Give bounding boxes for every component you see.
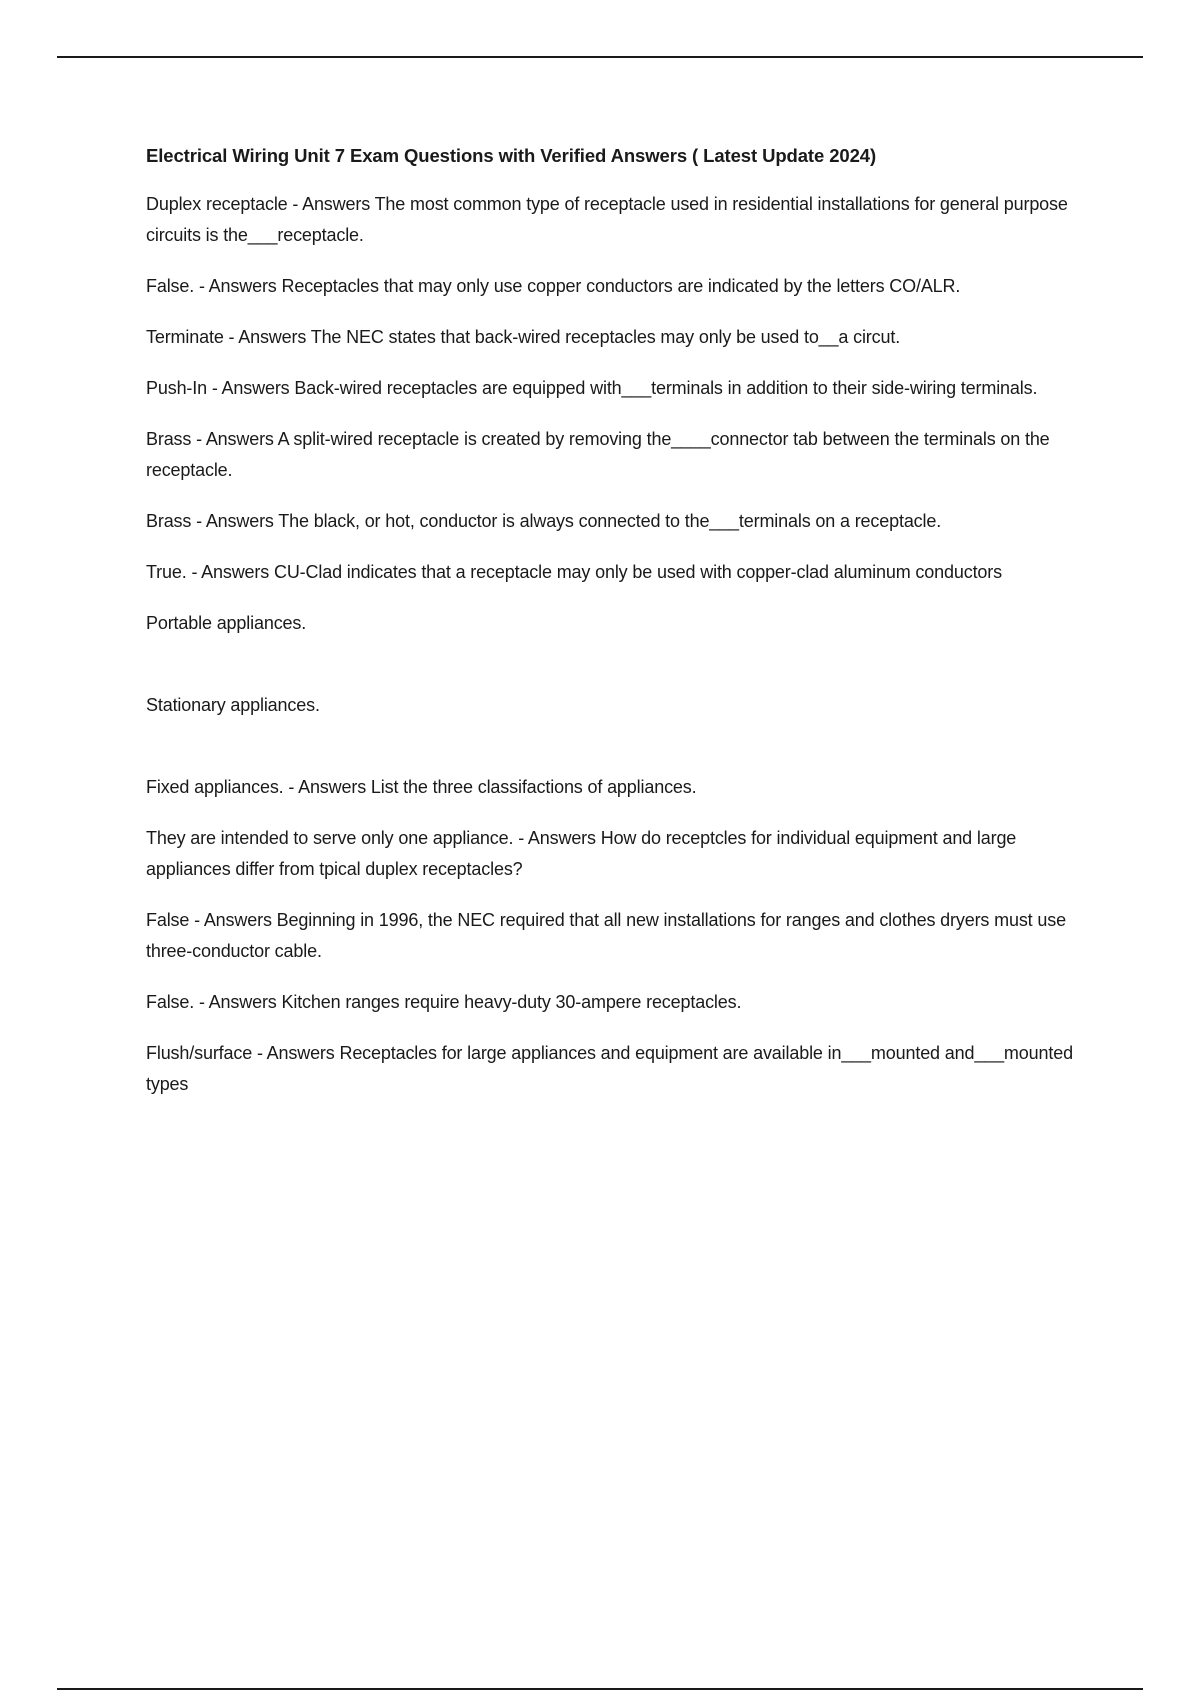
qa-entry-flush-surface: Flush/surface - Answers Receptacles for large appliances and equipment are available in___mounted and___mounted types <box>146 1043 1073 1094</box>
footer-rule <box>57 1688 1143 1690</box>
qa-entry-back-wired-terminate: Terminate - Answers The NEC states that back-wired receptacles may only be used to__a circut. <box>146 327 901 347</box>
qa-entry-push-in-terminals: Push-In - Answers Back-wired receptacles are equipped with___terminals in addition to their side-wiring terminals. <box>146 378 1038 398</box>
qa-entry-nec-1996: False - Answers Beginning in 1996, the NEC required that all new installations for ranges and clothes dryers must use three-conductor cable. <box>146 910 1066 961</box>
qa-entry-cu-clad: True. - Answers CU-Clad indicates that a receptacle may only be used with copper-clad aluminum conductors <box>146 562 1002 582</box>
qa-entry-split-wired: Brass - Answers A split-wired receptacle is created by removing the____connector tab between the terminals on the receptacle. <box>146 429 1050 480</box>
qa-entry-individual-equipment: They are intended to serve only one appliance. - Answers How do receptcles for individual equipment and large appliances differ from tpical duplex receptacles? <box>146 828 1017 879</box>
qa-entry-copper-conductors: False. - Answers Receptacles that may only use copper conductors are indicated by the letters CO/ALR. <box>146 276 961 296</box>
qa-entry-kitchen-ranges: False. - Answers Kitchen ranges require heavy-duty 30-ampere receptacles. <box>146 992 742 1012</box>
document-body <box>146 141 1096 1120</box>
qa-entry-portable-appliances: Portable appliances. <box>146 613 307 633</box>
document-title: Electrical Wiring Unit 7 Exam Questions with Verified Answers ( Latest Update 2024) <box>146 145 877 166</box>
qa-entry-fixed-appliances: Fixed appliances. - Answers List the three classifactions of appliances. <box>146 777 697 797</box>
qa-entry-duplex-receptacle: Duplex receptacle - Answers The most common type of receptacle used in residential installations for general purpose circuits is the___receptacle. <box>146 194 1068 245</box>
qa-entry-hot-conductor: Brass - Answers The black, or hot, conductor is always connected to the___terminals on a receptacle. <box>146 511 942 531</box>
header-rule <box>57 56 1143 58</box>
qa-entry-stationary-appliances: Stationary appliances. <box>146 695 320 715</box>
